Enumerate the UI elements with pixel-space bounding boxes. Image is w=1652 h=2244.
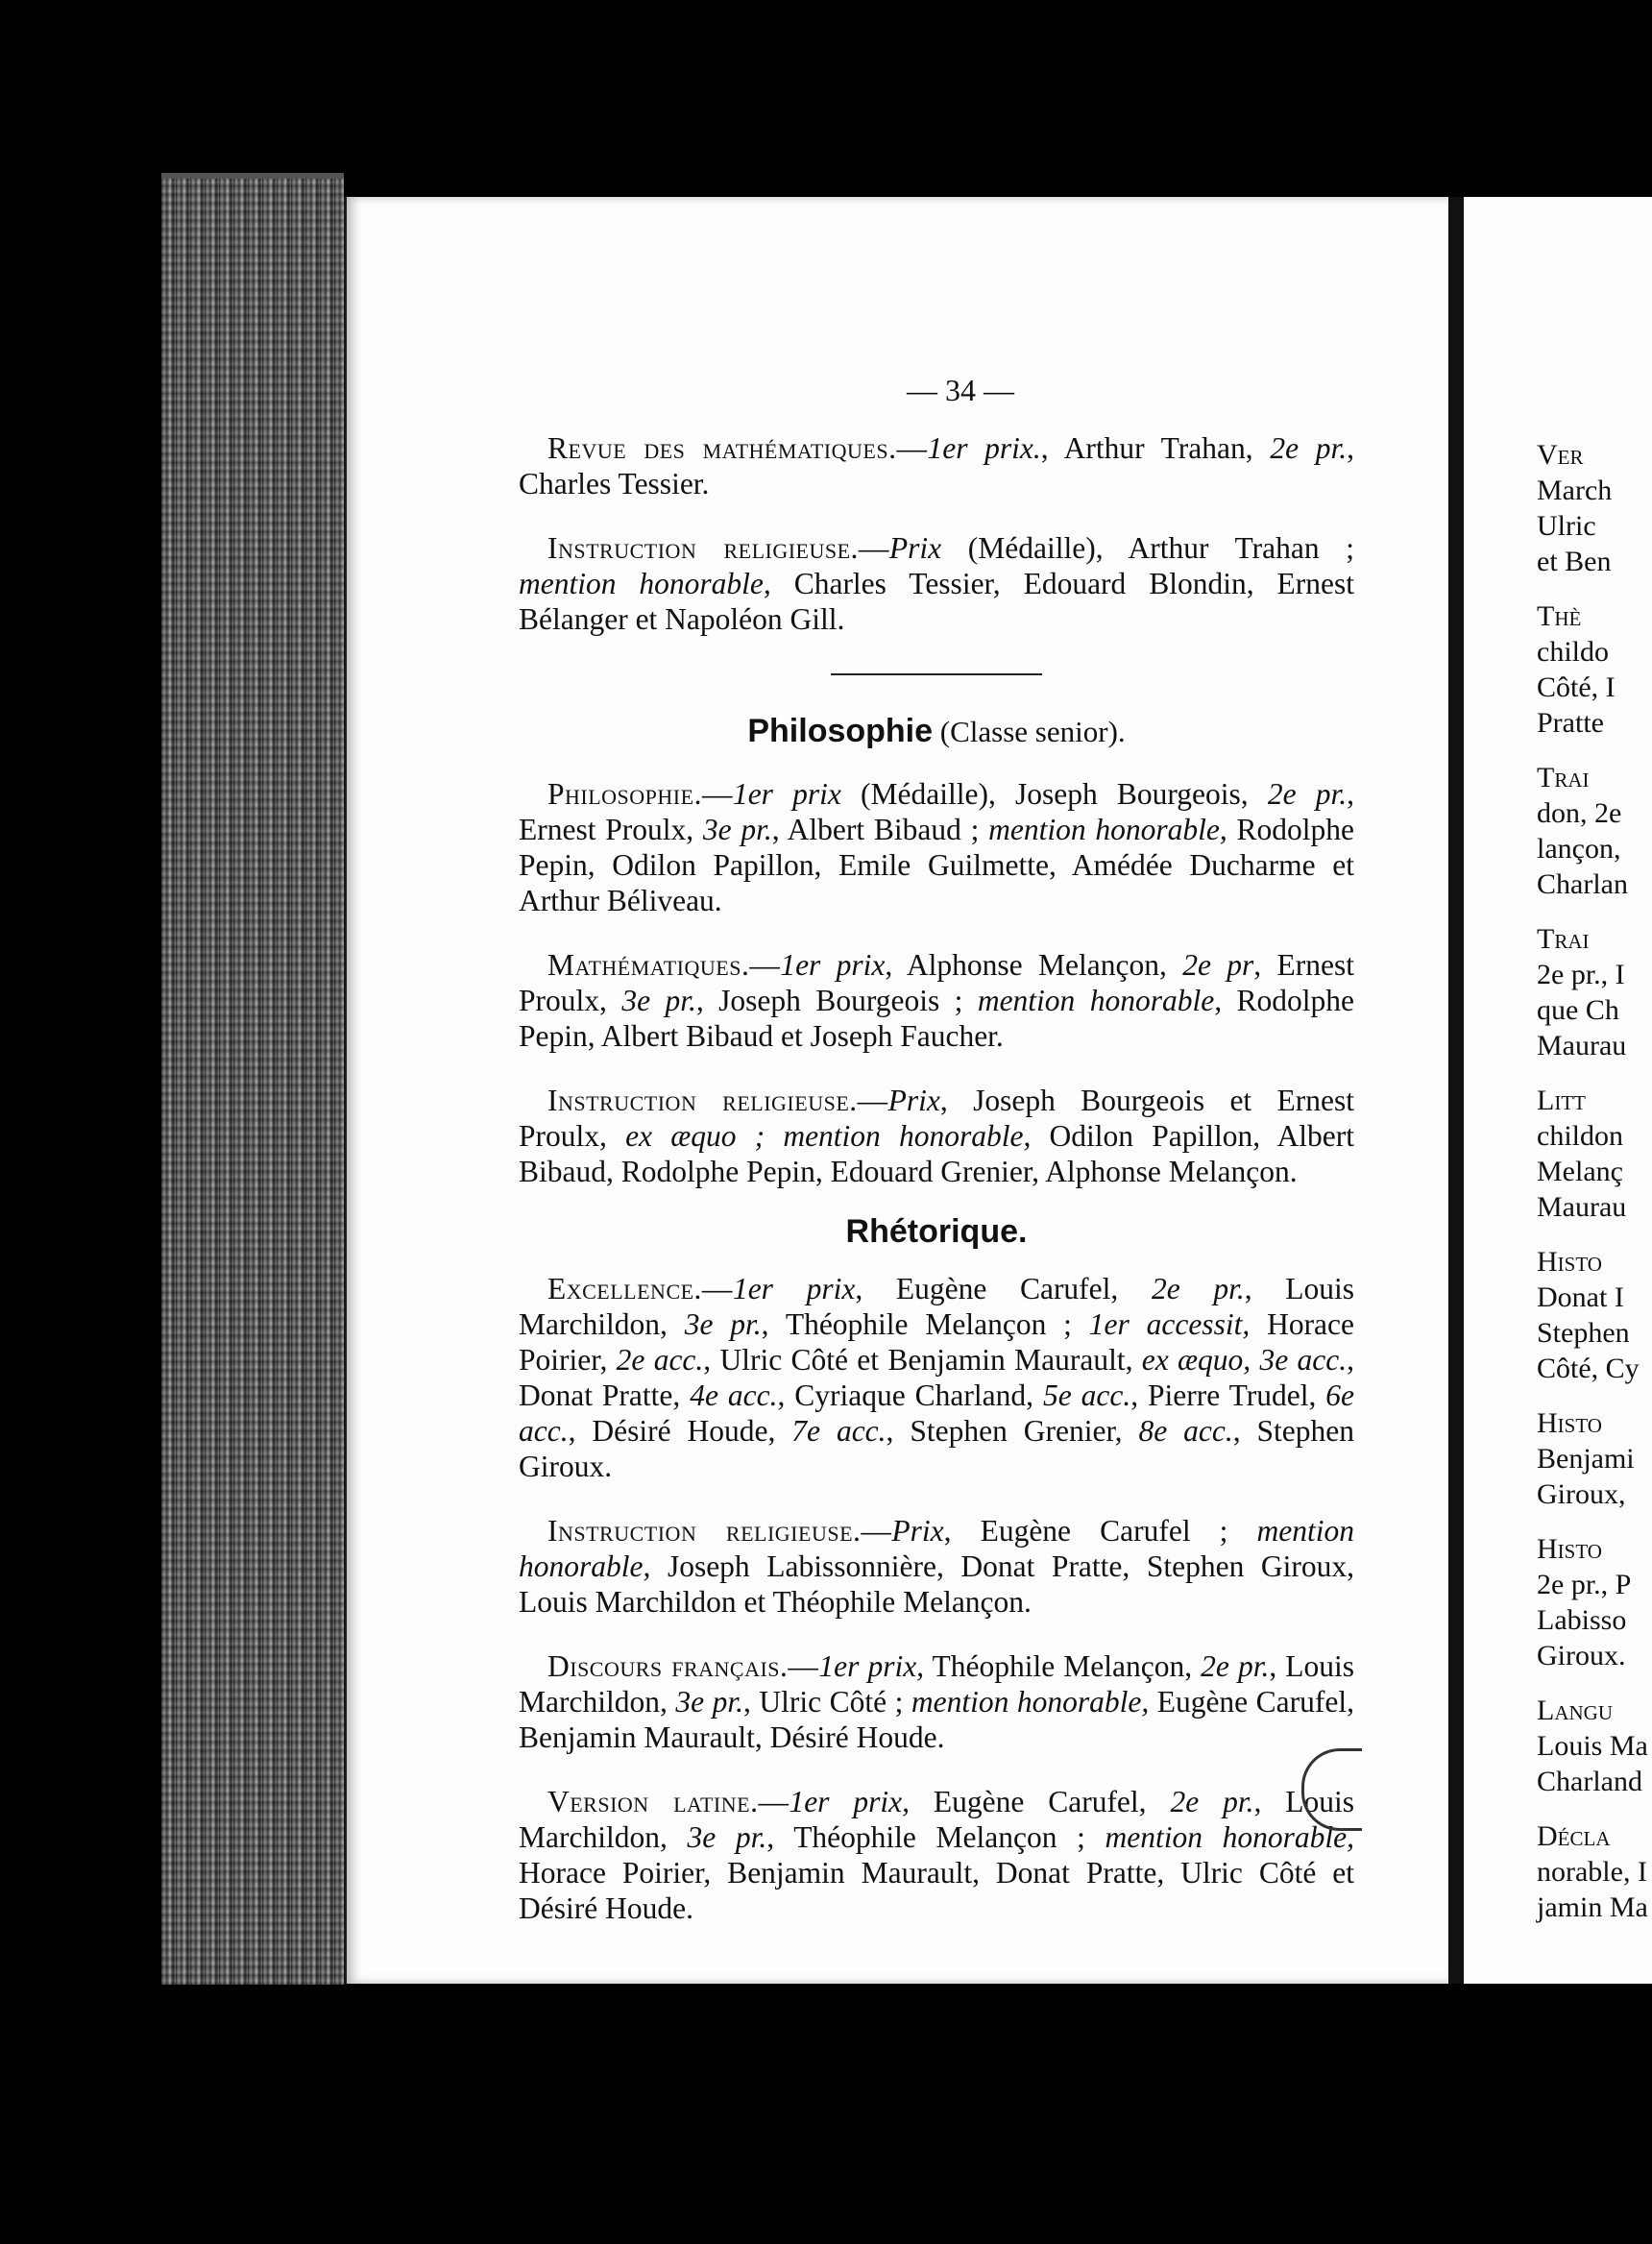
rhetorique-paragraphs xyxy=(519,1271,1354,1926)
award-rank: 1er prix xyxy=(732,1272,856,1305)
award-paragraph xyxy=(519,430,1354,501)
adjacent-page-line: Côté, I xyxy=(1537,671,1616,703)
award-rank: 4e acc. xyxy=(690,1378,778,1412)
award-rank: 2e pr. xyxy=(1270,431,1348,465)
page-content xyxy=(519,430,1354,1955)
page-number: — 34 — xyxy=(907,373,1014,407)
adjacent-page-line: Litt xyxy=(1537,1085,1586,1116)
award-names: (Médaille), Joseph Bourgeois, xyxy=(840,777,1268,811)
award-rank: 7e acc. xyxy=(791,1414,887,1448)
award-rank: ex æquo ; mention honorable, xyxy=(625,1119,1032,1153)
adjacent-page-gap xyxy=(1537,1925,1652,1944)
award-rank: 2e pr xyxy=(1182,948,1254,982)
award-category: Version latine.— xyxy=(547,1785,790,1818)
award-rank: ex æquo, xyxy=(1141,1343,1251,1377)
award-rank: Prix xyxy=(887,1084,940,1117)
award-names: , Louis Marchildon, xyxy=(519,1785,1354,1854)
award-category: Revue des mathématiques.— xyxy=(547,431,928,465)
award-names: , Joseph Bourgeois et Ernest Proulx, xyxy=(519,1084,1354,1153)
award-rank: 3e acc. xyxy=(1259,1343,1348,1377)
adjacent-page-line: Louis Ma xyxy=(1537,1730,1648,1762)
award-rank: 3e pr. xyxy=(684,1307,762,1341)
adjacent-page-line: Giroux, xyxy=(1537,1478,1626,1510)
adjacent-page-line: Histo xyxy=(1537,1533,1602,1565)
award-rank: mention honorable, xyxy=(519,1514,1354,1583)
award-names: , Cyriaque Charland, xyxy=(777,1378,1043,1412)
section-divider xyxy=(831,673,1042,675)
award-rank: Prix xyxy=(888,531,942,565)
adjacent-page-line: Langu xyxy=(1537,1695,1613,1726)
adjacent-page-line: Benjami xyxy=(1537,1443,1635,1475)
adjacent-page-line: Labisso xyxy=(1537,1604,1627,1636)
adjacent-page-line: Giroux. xyxy=(1537,1640,1626,1671)
award-rank: Prix xyxy=(891,1514,944,1548)
award-rank: 3e pr. xyxy=(621,984,696,1017)
award-rank: mention honorable, xyxy=(988,813,1227,846)
adjacent-page-line: norable, I xyxy=(1537,1856,1647,1888)
adjacent-page-line: Ver xyxy=(1537,439,1584,471)
section-heading-rhetorique: Rhétorique. xyxy=(845,1213,1028,1250)
adjacent-page-line: que Ch xyxy=(1537,994,1619,1026)
adjacent-page-line: Maurau xyxy=(1537,1191,1627,1223)
award-names: (Médaille), Arthur Trahan ; xyxy=(941,531,1354,565)
award-names: Horace Poirier, Benjamin Maurault, Donat Pratte, Ulric Côté et Désiré Houde. xyxy=(519,1856,1354,1925)
section-subtitle: (Classe senior). xyxy=(933,715,1126,748)
adjacent-page-line: jamin Ma xyxy=(1537,1891,1648,1923)
award-rank: mention honorable, xyxy=(1105,1820,1355,1854)
award-names: Eugène Carufel, xyxy=(909,1785,1171,1818)
award-rank: 1er prix, xyxy=(789,1785,910,1818)
section-title: Philosophie xyxy=(747,713,934,749)
adjacent-page-line: don, 2e xyxy=(1537,797,1622,829)
adjacent-page-line: Histo xyxy=(1537,1246,1602,1278)
award-category: Instruction religieuse.— xyxy=(547,531,889,565)
award-names: , Ernest Proulx, xyxy=(519,777,1355,846)
award-names: , Louis Marchildon, xyxy=(519,1272,1354,1341)
adjacent-page-line: Histo xyxy=(1537,1407,1602,1439)
adjacent-page-line: 2e pr., I xyxy=(1537,959,1625,990)
award-names: , Louis Marchildon, xyxy=(519,1649,1355,1719)
award-names: Rodolphe Pepin, Odilon Papillon, Emile Guilmette, Amédée Ducharme et Arthur Béliveau. xyxy=(519,813,1355,917)
award-category: Mathématiques.— xyxy=(547,948,781,982)
book-page-edges xyxy=(161,173,344,1985)
award-names: , Pierre Trudel, xyxy=(1130,1378,1326,1412)
award-rank: 1er prix xyxy=(780,948,886,982)
award-category: Philosophie.— xyxy=(547,777,733,811)
award-names: , Joseph Bourgeois ; xyxy=(695,984,978,1017)
award-names: Eugène Carufel, Benjamin Maurault, Désiré Houde. xyxy=(519,1685,1354,1754)
award-rank: 2e pr. xyxy=(1151,1272,1245,1305)
award-names: , Théophile Melançon ; xyxy=(761,1307,1089,1341)
adjacent-page-line: lançon, xyxy=(1537,833,1621,865)
adjacent-page-line: Trai xyxy=(1537,923,1590,955)
award-category: Excellence.— xyxy=(547,1272,733,1305)
award-names: Charles Tessier, Edouard Blondin, Ernest Bélanger et Napoléon Gill. xyxy=(519,567,1354,636)
adjacent-page-line: Melanç xyxy=(1537,1156,1623,1187)
award-paragraph xyxy=(519,530,1354,637)
award-category: Instruction religieuse.— xyxy=(547,1084,888,1117)
award-rank: mention honorable, xyxy=(977,984,1223,1017)
award-paragraph xyxy=(519,947,1354,1054)
award-category: Instruction religieuse.— xyxy=(547,1514,892,1548)
award-paragraph xyxy=(519,1271,1354,1484)
adjacent-page-gap xyxy=(1537,1673,1652,1693)
award-rank: 8e acc. xyxy=(1138,1414,1233,1448)
award-names: Rodolphe Pepin, Albert Bibaud et Joseph Faucher. xyxy=(519,984,1355,1053)
award-rank: 6e acc. xyxy=(519,1378,1355,1448)
adjacent-page-line: Charland xyxy=(1537,1766,1642,1797)
award-names: , Charles Tessier. xyxy=(519,431,1355,500)
adjacent-page-line: Trai xyxy=(1537,762,1590,793)
award-rank: 1er prix, xyxy=(818,1649,925,1683)
award-paragraph xyxy=(519,1648,1354,1755)
award-category: Discours français.— xyxy=(547,1649,819,1683)
award-paragraph xyxy=(519,1784,1354,1926)
award-names: , Albert Bibaud ; xyxy=(771,813,989,846)
adjacent-page-line: 2e pr., P xyxy=(1537,1569,1632,1600)
award-rank: 1er prix xyxy=(732,777,841,811)
award-rank: 3e pr. xyxy=(675,1685,743,1719)
award-rank: 2e pr. xyxy=(1267,777,1348,811)
award-names: , Ulric Côté et Benjamin Maurault, xyxy=(703,1343,1142,1377)
adjacent-page-line: Côté, Cy xyxy=(1537,1353,1640,1384)
adjacent-page-gap xyxy=(1537,1063,1652,1083)
adjacent-page-text xyxy=(1537,437,1652,1944)
adjacent-page-gap xyxy=(1537,1225,1652,1244)
adjacent-page-line: childo xyxy=(1537,636,1609,668)
award-names: , Désiré Houde, xyxy=(568,1414,792,1448)
adjacent-page-line: Thè xyxy=(1537,600,1582,632)
adjacent-page-line: Pratte xyxy=(1537,707,1604,739)
award-rank: 3e pr. xyxy=(702,813,772,846)
award-paragraph xyxy=(519,1513,1354,1620)
award-names: , Donat Pratte, xyxy=(519,1343,1354,1412)
award-rank: 2e pr. xyxy=(1201,1649,1270,1683)
adjacent-page-line: childon xyxy=(1537,1120,1623,1152)
award-names: , Théophile Melançon ; xyxy=(766,1820,1105,1854)
award-names: Joseph Labissonnière, Donat Pratte, Stephen Giroux, Louis Marchildon et Théophile Melançon. xyxy=(519,1549,1354,1619)
award-rank: 3e pr. xyxy=(687,1820,767,1854)
adjacent-page-line: Décla xyxy=(1537,1820,1611,1852)
award-names: , Alphonse Melançon, xyxy=(885,948,1183,982)
philosophie-paragraphs xyxy=(519,776,1354,1189)
award-rank: 1er prix. xyxy=(927,431,1041,465)
adjacent-page-gap xyxy=(1537,579,1652,598)
adjacent-page-line: Donat I xyxy=(1537,1281,1624,1313)
award-names: , Arthur Trahan, xyxy=(1040,431,1271,465)
adjacent-page-gap xyxy=(1537,902,1652,921)
award-rank: 1er accessit, xyxy=(1088,1307,1251,1341)
award-rank: 2e pr. xyxy=(1170,1785,1254,1818)
award-names: , Ernest Proulx, xyxy=(519,948,1354,1017)
award-names: , Stephen Giroux. xyxy=(519,1414,1354,1483)
adjacent-page-gap xyxy=(1537,1799,1652,1818)
adjacent-page-line: et Ben xyxy=(1537,546,1612,577)
award-paragraph xyxy=(519,776,1354,918)
award-names: Odilon Papillon, Albert Bibaud, Rodolphe Pepin, Edouard Grenier, Alphonse Melançon. xyxy=(519,1119,1355,1188)
award-names: , Ulric Côté ; xyxy=(742,1685,911,1719)
award-names: , Stephen Grenier, xyxy=(886,1414,1139,1448)
award-names: , Eugène Carufel, xyxy=(855,1272,1152,1305)
adjacent-page-line: Charlan xyxy=(1537,868,1628,900)
award-rank: 2e acc. xyxy=(616,1343,704,1377)
award-names: , Eugène Carufel ; xyxy=(943,1514,1257,1548)
adjacent-page-line: Ulric xyxy=(1537,510,1596,542)
award-rank: mention honorable, xyxy=(519,567,771,600)
top-paragraphs xyxy=(519,430,1354,637)
award-paragraph xyxy=(519,1083,1354,1189)
adjacent-page-gap xyxy=(1537,1386,1652,1405)
adjacent-page-gap xyxy=(1537,1512,1652,1531)
award-rank: mention honorable, xyxy=(911,1685,1150,1719)
section-heading-philosophie xyxy=(519,714,1354,749)
book-gutter xyxy=(1448,197,1460,1984)
adjacent-page-line: March xyxy=(1537,475,1613,506)
adjacent-page-line: Maurau xyxy=(1537,1030,1627,1061)
adjacent-page-gap xyxy=(1537,741,1652,760)
award-names: Horace Poirier, xyxy=(519,1307,1354,1377)
award-rank: 5e acc. xyxy=(1042,1378,1131,1412)
adjacent-page-line: Stephen xyxy=(1537,1317,1630,1349)
award-names: Théophile Melançon, xyxy=(924,1649,1202,1683)
